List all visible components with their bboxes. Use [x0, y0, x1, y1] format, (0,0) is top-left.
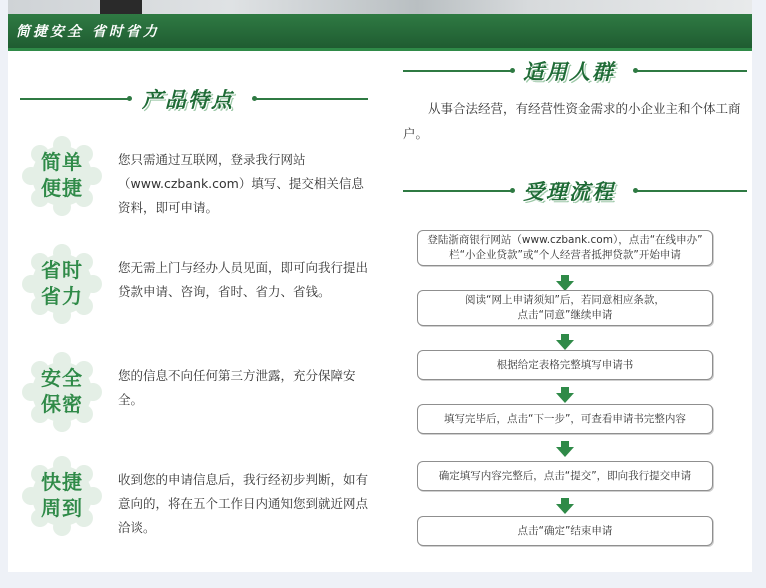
- feature-description: 收到您的申请信息后，我行经初步判断，如有意向的，将在五个工作日内通知您到就近网点洽谈。: [118, 472, 369, 535]
- process-step-text: 根据给定表格完整填写申请书: [496, 358, 634, 371]
- feature-badge: [20, 456, 104, 536]
- feature-item-fast: [20, 456, 370, 536]
- heading-divider: [403, 190, 513, 192]
- features-heading: [20, 84, 370, 114]
- down-arrow-icon: [556, 340, 574, 350]
- audience-description: 从事合法经营，有经营性资金需求的小企业主和个体工商户。: [403, 101, 741, 141]
- process-step-text: 填写完毕后，点击“下一步”，可查看申请书完整内容: [444, 412, 686, 425]
- feature-item-simple: [20, 136, 370, 216]
- feature-description: 您的信息不向任何第三方泄露，充分保障安全。: [118, 368, 356, 407]
- process-step-text: 确定填写内容完整后，点击“提交”，即向我行提交申请: [438, 469, 692, 482]
- process-step-text: 栏“小企业贷款”或“个人经营者抵押贷款”开始申请: [449, 249, 681, 261]
- feature-badge-line2: 保密: [41, 392, 83, 416]
- header-photo-strip: [8, 0, 752, 14]
- product-intro-panel: [8, 0, 752, 572]
- process-step-3: [417, 350, 713, 380]
- feature-badge-label: [20, 257, 104, 309]
- banner-slogan: 简捷安全 省时省力: [16, 24, 160, 40]
- feature-badge: [20, 244, 104, 324]
- audience-title: 适用人群: [523, 60, 615, 84]
- process-step-6: [417, 516, 713, 546]
- process-step-text: 点击“确定”结束申请: [517, 524, 613, 537]
- feature-item-time-saving: [20, 244, 370, 324]
- feature-badge-line1: 简单: [41, 150, 83, 174]
- audience-heading: [403, 56, 749, 86]
- header-banner: [8, 14, 752, 51]
- process-step-text: 登陆浙商银行网站（www.czbank.com），点击“在线申办”: [427, 234, 703, 246]
- process-heading: [403, 176, 749, 206]
- process-step-text: 点击“同意”继续申请: [517, 309, 613, 321]
- feature-badge-line2: 周到: [41, 496, 83, 520]
- feature-badge-line2: 便捷: [41, 176, 83, 200]
- heading-divider: [254, 98, 368, 100]
- down-arrow-icon: [556, 447, 574, 457]
- feature-description: 您只需通过互联网，登录我行网站（www.czbank.com）填写、提交相关信息资料，即可申请。: [118, 152, 364, 215]
- feature-badge-label: [20, 149, 104, 201]
- process-step-text: 阅读“网上申请须知”后，若同意相应条款，: [465, 294, 665, 306]
- process-step-1: [417, 230, 713, 266]
- process-title: 受理流程: [523, 180, 615, 204]
- feature-badge-line1: 安全: [41, 366, 83, 390]
- process-step-4: [417, 404, 713, 434]
- down-arrow-icon: [556, 393, 574, 403]
- feature-badge-line2: 省力: [41, 284, 83, 308]
- heading-divider: [403, 70, 513, 72]
- feature-badge: [20, 352, 104, 432]
- process-step-5: [417, 461, 713, 491]
- feature-badge-label: [20, 469, 104, 521]
- process-step-2: [417, 290, 713, 326]
- heading-divider: [635, 190, 747, 192]
- feature-item-secure: [20, 352, 370, 432]
- features-title: 产品特点: [142, 88, 234, 112]
- feature-badge-label: [20, 365, 104, 417]
- feature-badge-line1: 快捷: [41, 470, 83, 494]
- heading-divider: [635, 70, 747, 72]
- feature-badge: [20, 136, 104, 216]
- feature-badge-line1: 省时: [41, 258, 83, 282]
- heading-divider: [20, 98, 130, 100]
- down-arrow-icon: [556, 504, 574, 514]
- feature-description: 您无需上门与经办人员见面，即可向我行提出贷款申请、咨询，省时、省力、省钱。: [118, 260, 369, 299]
